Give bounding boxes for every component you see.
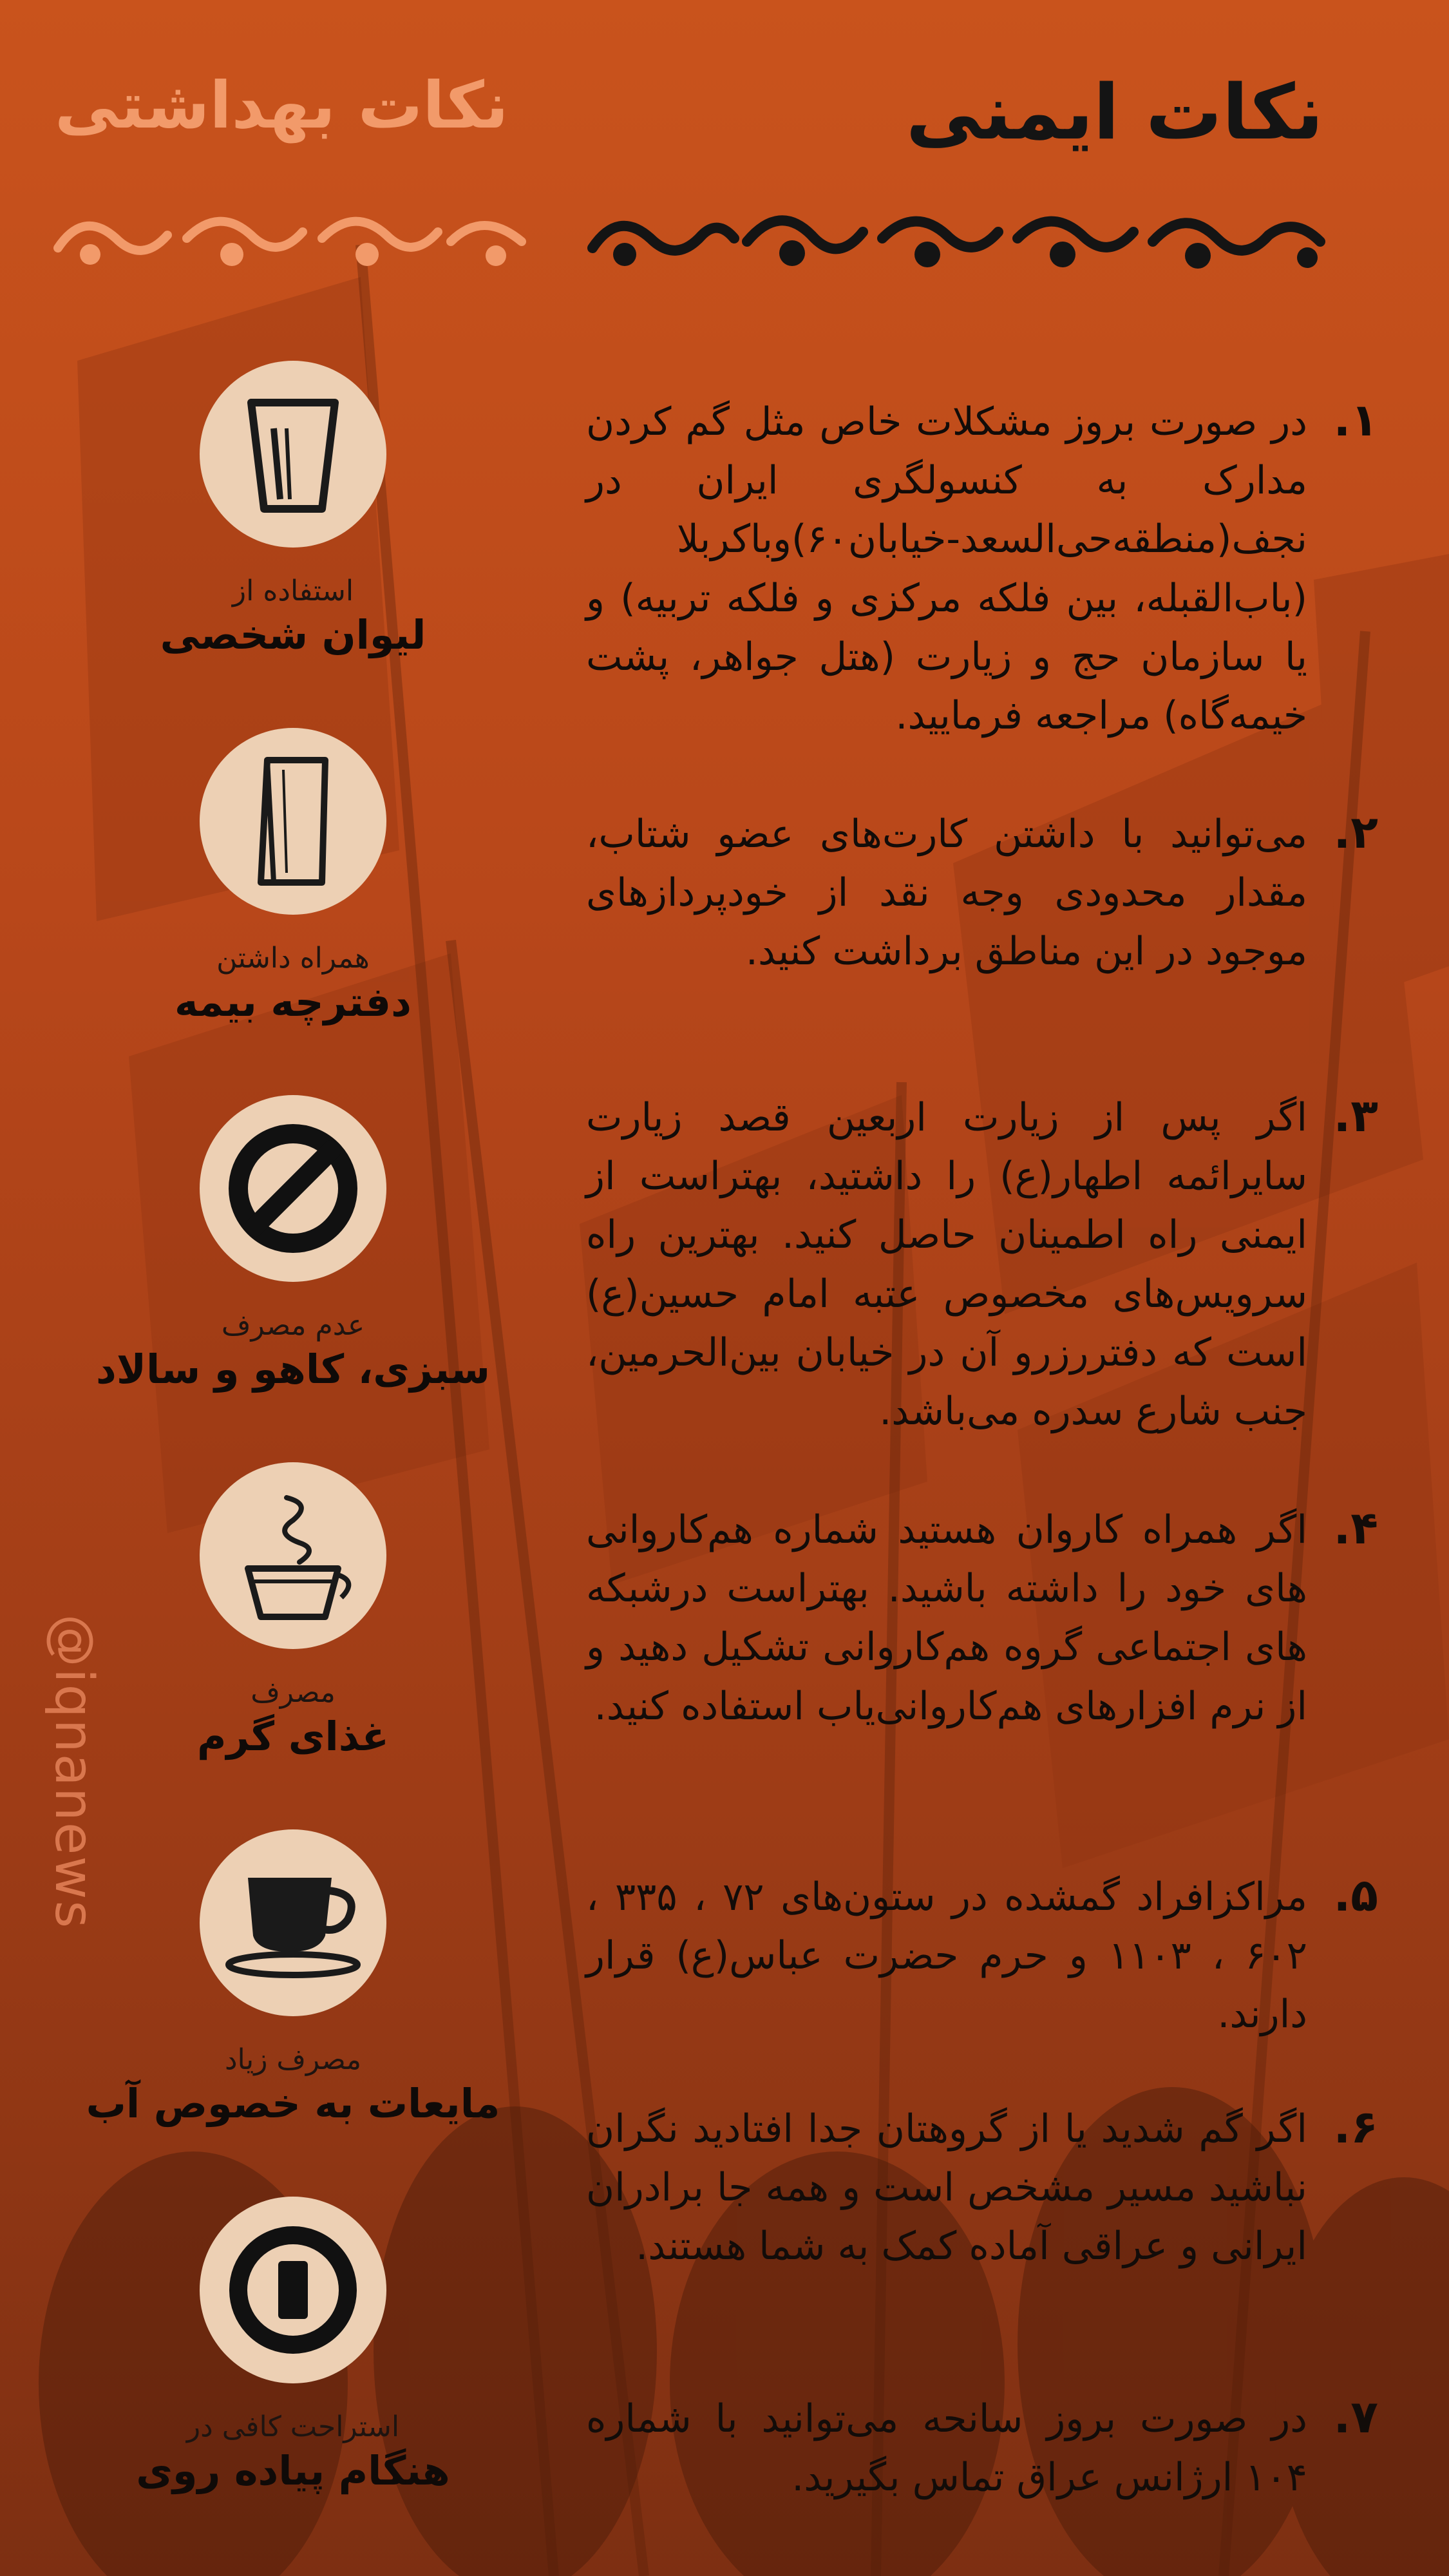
tip-text: می‌توانید با داشتن کارت‌های عضو شتاب، مقدار محدودی وجه نقد از خودپردازهای موجود در این مناطق برداشت کنید. (586, 812, 1307, 975)
health-item-subtitle: استراحت کافی در (186, 2410, 400, 2443)
health-item-subtitle: همراه داشتن (216, 942, 370, 975)
safety-tip (586, 1089, 1378, 1441)
safety-tips-title: نکات ایمنی (905, 68, 1323, 157)
health-item-hot-food (58, 1462, 528, 1760)
safety-tip (586, 393, 1378, 745)
health-item-cup (58, 361, 528, 658)
tip-text: اگر همراه کاروان هستید شماره هم‌کاروانی های خود را داشته باشید. بهتراست درشبکه های اجتماعی گروه هم‌کاروانی تشکیل دهید و از نرم افزارهای هم‌کاروانی‌یاب استفاده کنید. (586, 1507, 1307, 1729)
tip-text: در صورت بروز مشکلات خاص مثل گم کردن مدارک به کنسولگری ایران در نجف(منطقه‌حی‌السعد-خیابان۶۰)وباکربلا (باب‌القبله، بین فلکه مرکزی و فلکه تربیه) و یا سازمان حج و زیارت (هتل جواهر، پشت خیمه‌گاه) مراجعه فرمایید. (586, 399, 1307, 738)
health-item-liquids (58, 1829, 528, 2127)
tip-number: ۴. (1333, 1502, 1378, 1554)
hot-food-icon (200, 1462, 386, 1649)
safety-tip (586, 1501, 1378, 1736)
tip-number: ۵. (1333, 1869, 1378, 1922)
health-item-subtitle: مصرف (251, 1676, 336, 1709)
health-item-subtitle: مصرف زیاد (224, 2043, 362, 2076)
health-item-rest (58, 2197, 528, 2494)
rest-icon (200, 2197, 386, 2383)
tip-number: ۳. (1333, 1089, 1378, 1142)
health-item-title: دفترچه بیمه (175, 978, 412, 1026)
booklet-icon (200, 728, 386, 915)
health-item-title: سبزی، کاهو و سالاد (96, 1346, 490, 1393)
health-item-title: غذای گرم (197, 1713, 389, 1760)
safety-tip (586, 2390, 1378, 2507)
health-item-no-salad (58, 1095, 528, 1393)
watermark-text: @iqnanews (43, 1614, 105, 1929)
tip-text: اگر پس از زیارت اربعین قصد زیارت سایرائمه اطهار(ع) را داشتید، بهتراست از ایمنی راه اطمینان حاصل کنید. بهترین راه سرویس‌های مخصوص عتبه امام حسین(ع) است که دفتررزرو آن در خیابان بین‌الحرمین، جنب شارع سدره می‌باشد. (586, 1095, 1307, 1434)
tip-text: مراکزافراد گمشده در ستون‌های ۷۲ ، ۳۳۵ ، ۶۰۲ ، ۱۱۰۳ و حرم حضرت عباس(ع) قرار دارند. (586, 1875, 1307, 2037)
health-tips-title: نکات بهداشتی (55, 68, 509, 143)
teacup-icon (200, 1829, 386, 2016)
tip-number: ۷. (1333, 2390, 1378, 2443)
tip-number: ۱. (1333, 394, 1378, 446)
health-item-title: مایعات به خصوص آب (86, 2080, 500, 2127)
health-item-subtitle: عدم مصرف (221, 1309, 365, 1342)
tip-number: ۲. (1333, 806, 1378, 859)
health-item-title: لیوان شخصی (160, 611, 426, 658)
decorative-ornament-icon (580, 203, 1340, 274)
health-item-insurance (58, 728, 528, 1026)
safety-tip (586, 805, 1378, 982)
prohibited-icon (200, 1095, 386, 1282)
decorative-ornament-icon (45, 203, 535, 274)
watermark-handle (43, 1614, 105, 1929)
cup-icon (200, 361, 386, 548)
health-item-title: هنگام پیاده روی (136, 2447, 450, 2494)
safety-tip (586, 2100, 1378, 2276)
health-item-subtitle: استفاده از (232, 575, 354, 607)
tip-number: ۶. (1333, 2101, 1378, 2153)
tip-text: اگر گم شدید یا از گروهتان جدا افتادید نگران نباشید مسیر مشخص است و همه جا برادران ایرانی و عراقی آماده کمک به شما هستند. (586, 2106, 1307, 2269)
safety-tip (586, 1868, 1378, 2045)
tip-text: در صورت بروز سانحه می‌توانید با شماره ۱۰۴ ارژانس عراق تماس بگیرید. (586, 2396, 1307, 2501)
